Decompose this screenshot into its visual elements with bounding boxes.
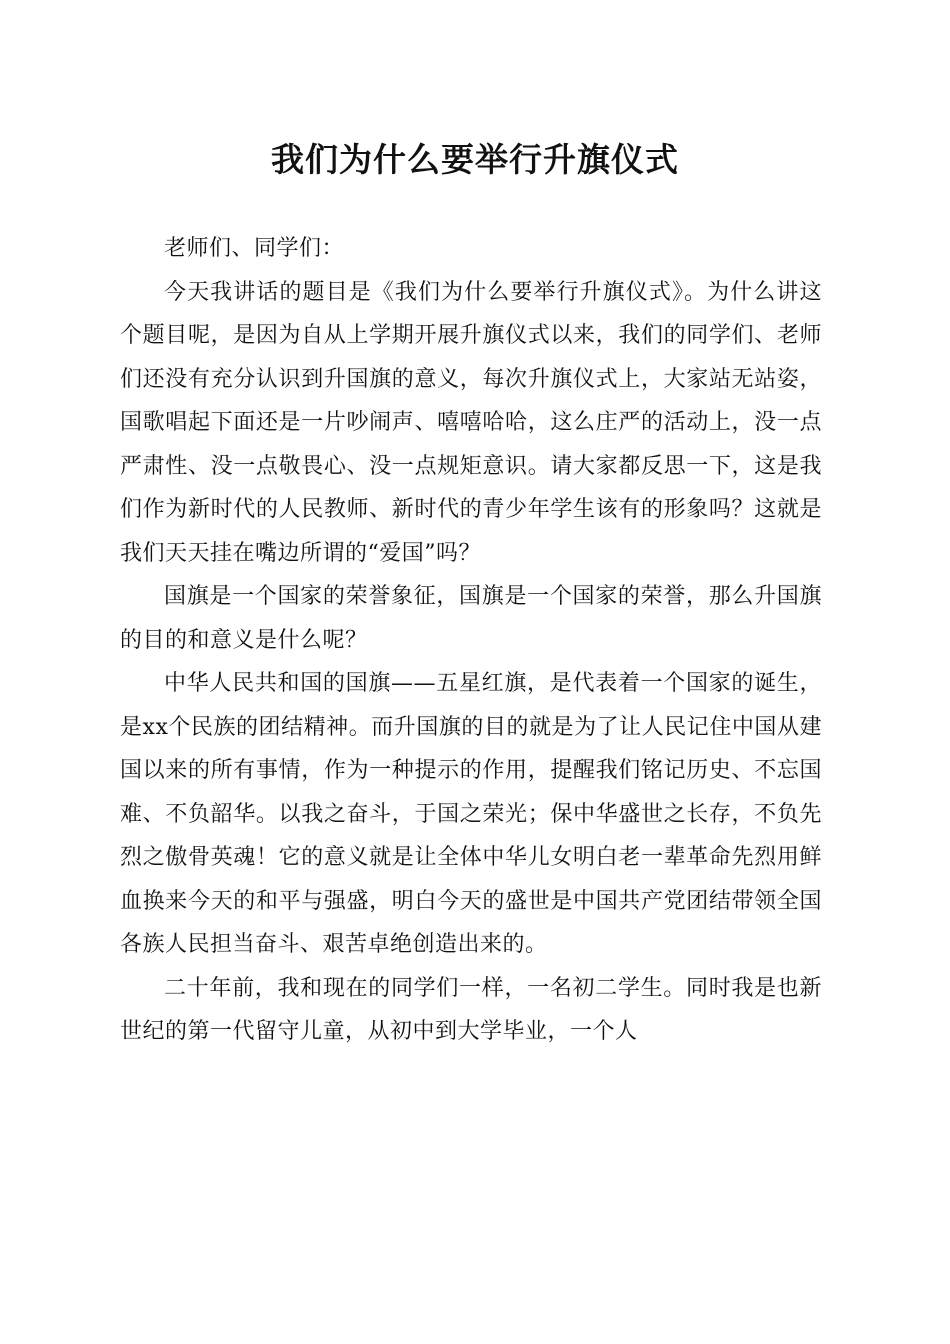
paragraph: 二十年前，我和现在的同学们一样，一名初二学生。同时我是也新世纪的第一代留守儿童，从初中到大学毕业，一个人 — [120, 975, 822, 1044]
paragraph: 国旗是一个国家的荣誉象征，国旗是一个国家的荣誉，那么升国旗的目的和意义是什么呢？ — [120, 584, 822, 653]
document-body — [120, 227, 822, 1054]
paragraph: 中华人民共和国的国旗——五星红旗，是代表着一个国家的诞生，是xx个民族的团结精神。而升国旗的目的就是为了让人民记住中国从建国以来的所有事情，作为一种提示的作用，提醒我们铭记历史、不忘国难、不负韶华。以我之奋斗，于国之荣光；保中华盛世之长存，不负先烈之傲骨英魂！它的意义就是让全体中华儿女明白老一辈革命先烈用鲜血换来今天的和平与强盛，明白今天的盛世是中国共产党团结带领全国各族人民担当奋斗、艰苦卓绝创造出来的。 — [120, 671, 822, 957]
document-title: 我们为什么要举行升旗仪式 — [271, 140, 679, 179]
paragraph: 今天我讲话的题目是《我们为什么要举行升旗仪式》。为什么讲这个题目呢，是因为自从上学期开展升旗仪式以来，我们的同学们、老师们还没有充分认识到升国旗的意义，每次升旗仪式上，大家站无站姿，国歌唱起下面还是一片吵闹声、嘻嘻哈哈，这么庄严的活动上，没一点严肃性、没一点敬畏心、没一点规矩意识。请大家都反思一下，这是我们作为新时代的人民教师、新时代的青少年学生该有的形象吗？这就是我们天天挂在嘴边所谓的“爱国”吗？ — [120, 279, 822, 566]
salutation: 老师们、同学们： — [164, 236, 345, 261]
